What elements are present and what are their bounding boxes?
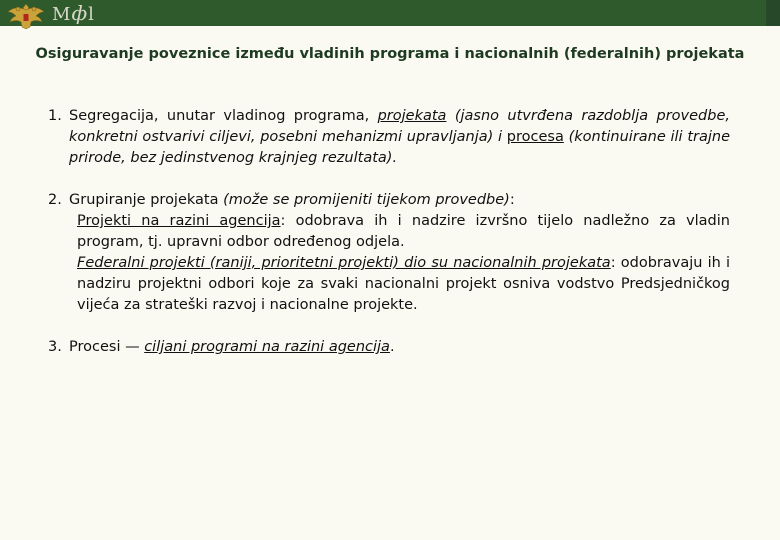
brand-mark [52,1,95,25]
list-item-text [48,337,730,358]
top-bar-stripe [766,0,780,26]
term-agency-projects: Projekti na razini agencija [77,213,281,229]
item-text: : [509,192,515,208]
item-text-italic: (može se promijeniti tijekom provedbe) [223,192,510,208]
list-item [48,106,730,169]
list-item-text [48,190,730,211]
brand-tail: l [88,4,95,25]
item-text-italic: (jasno utvrđena razdoblja provedbe, konkretni ostvarivi ciljevi, posebni mehanizmi upravljanja) i [69,108,730,145]
sub-item-federal-projects [48,253,730,316]
numbered-list [48,106,730,358]
list-item [48,337,730,358]
list-item [48,190,730,316]
slide-title: Osiguravanje poveznice između vladinih programa i nacionalnih (federalnih) projekata [35,46,745,62]
list-number: 1. [48,108,62,124]
top-bar [0,0,780,26]
coat-of-arms-icon [4,0,48,30]
item-text: Segregacija, unutar vladinog programa, [69,108,378,124]
item-text: Procesi — [69,339,145,355]
item-text: Grupiranje projekata [69,192,224,208]
term-federal-projects: Federalni projekti (raniji, prioritetni projekti) dio su nacionalnih projekata [77,255,611,271]
list-number: 2. [48,192,62,208]
sub-item-text: : odobravaju ih i nadziru projektni odbori koje za svaki nacionalni projekt osniva vodstvo Predsjedničkog vijeća za strateški razvoj i nacionalne projekte. [77,255,730,313]
item-text: . [389,339,395,355]
term-processes: procesa [506,129,564,145]
item-text-italic: (kontinuirane ili trajne prirode, bez jedinstvenog krajnjeg rezultata). [69,129,730,166]
list-number: 3. [48,339,62,355]
sub-item-text: : odobrava ih i nadzire izvršno tijelo nadležno za vladin program, tj. upravni odbor određenog odjela. [77,213,730,250]
term-projects: projekata [377,108,447,124]
list-item-text [48,106,730,169]
brand-phi: ф [71,1,89,25]
sub-item-agency-projects [48,211,730,253]
brand-letters: М [52,4,72,25]
term-targeted-programs: ciljani programi na razini agencija [144,339,390,355]
